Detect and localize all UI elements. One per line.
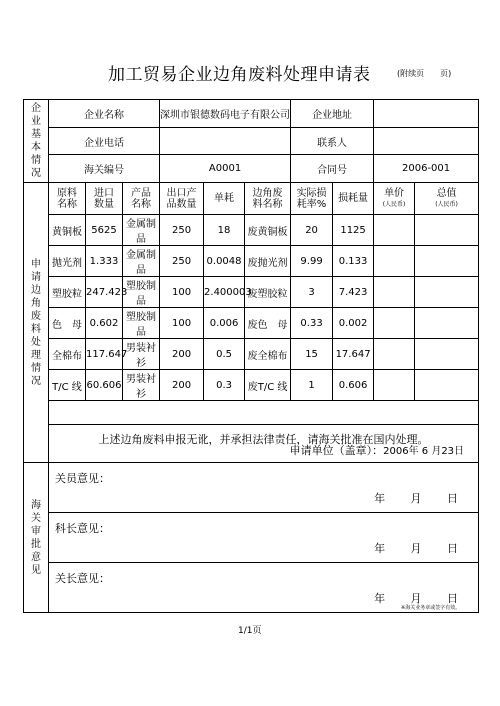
cell-material: 色 母 — [49, 308, 86, 339]
cell-unit: 0.3 — [204, 370, 245, 401]
cell-rate: 9.99 — [291, 246, 333, 277]
cell-import-qty: 117.647 — [86, 339, 123, 370]
cell-export-qty: 250 — [160, 215, 204, 246]
cell-total — [415, 339, 479, 370]
cell-material: 全棉布 — [49, 339, 86, 370]
cell-export-qty: 100 — [160, 308, 204, 339]
cell-price — [374, 339, 415, 370]
customs-code-value: A0001 — [160, 155, 291, 183]
officer-opinion-label: 关员意见： — [55, 472, 110, 485]
cell-total — [415, 308, 479, 339]
cell-unit: 2.400003 — [204, 277, 245, 308]
cell-scrap: 废色 母 — [245, 308, 291, 339]
cell-product: 塑胶制品 — [123, 308, 160, 339]
company-address-value — [374, 100, 479, 128]
cell-loss: 0.606 — [333, 370, 374, 401]
application-form — [23, 99, 479, 613]
header-scrap-name: 边角废 料名称 — [245, 183, 291, 215]
cell-price — [374, 370, 415, 401]
cell-loss: 1125 — [333, 215, 374, 246]
company-name-value: 深圳市银德数码电子有限公司 — [160, 100, 291, 128]
cell-price — [374, 308, 415, 339]
header-export-qty: 出口产 品数量 — [160, 183, 204, 215]
contract-value: 2006-001 — [374, 155, 479, 183]
cell-material: 塑胶粒 — [49, 277, 86, 308]
title-note: (附续页 页) — [397, 69, 452, 78]
contract-label: 合同号 — [291, 155, 374, 183]
cell-rate: 3 — [291, 277, 333, 308]
cell-scrap: 废抛光剂 — [245, 246, 291, 277]
cell-import-qty: 0.602 — [86, 308, 123, 339]
cell-material: T/C 线 — [49, 370, 86, 401]
cell-unit: 18 — [204, 215, 245, 246]
statement-cell — [49, 425, 479, 463]
cell-scrap: 废黄铜板 — [245, 215, 291, 246]
cell-unit: 0.006 — [204, 308, 245, 339]
header-total-value: 总值 (人民币) — [415, 183, 479, 215]
cell-total — [415, 277, 479, 308]
page-number: 1/1页 — [238, 626, 262, 636]
header-unit-consumption: 单耗 — [204, 183, 245, 215]
table-row — [24, 277, 479, 308]
empty-table-row — [49, 401, 479, 425]
cell-rate: 1 — [291, 370, 333, 401]
chief-opinion — [49, 513, 479, 563]
cell-price — [374, 246, 415, 277]
cell-price — [374, 215, 415, 246]
cell-scrap: 废全棉布 — [245, 339, 291, 370]
table-row — [24, 370, 479, 401]
header-unit-price: 单价 (人民币) — [374, 183, 415, 215]
application-section-label: 申 请 边 角 废 料 处 理 情 况 — [24, 183, 49, 463]
company-address-label: 企业地址 — [291, 100, 374, 128]
cell-rate: 0.33 — [291, 308, 333, 339]
cell-price — [374, 277, 415, 308]
customs-code-label: 海关编号 — [49, 155, 160, 183]
cell-export-qty: 200 — [160, 370, 204, 401]
cell-rate: 20 — [291, 215, 333, 246]
officer-opinion-date: 年 月 日 — [374, 492, 459, 505]
cell-rate: 15 — [291, 339, 333, 370]
cell-total — [415, 246, 479, 277]
customs-section-label: 海 关 审 批 意 见 — [24, 463, 49, 613]
chief-opinion-label: 科长意见： — [55, 522, 110, 535]
contact-value — [374, 128, 479, 155]
table-row — [24, 215, 479, 246]
table-row — [24, 246, 479, 277]
applicant-label: 申请单位（盖章）： — [289, 444, 384, 457]
declaration-statement: 上述边角废料申报无讹，并承担法律责任，请海关批准在国内处理。 — [98, 433, 429, 446]
cell-total — [415, 215, 479, 246]
cell-loss: 0.133 — [333, 246, 374, 277]
cell-import-qty: 1.333 — [86, 246, 123, 277]
header-material-name: 原料 名称 — [49, 183, 86, 215]
table-row — [24, 339, 479, 370]
company-section-label: 企 业 基 本 情 况 — [24, 100, 49, 183]
director-opinion-label: 关长意见： — [55, 572, 110, 585]
cell-loss: 0.002 — [333, 308, 374, 339]
cell-loss: 17.647 — [333, 339, 374, 370]
header-actual-rate: 实际损 耗率% — [291, 183, 333, 215]
cell-product: 塑胶制品 — [123, 277, 160, 308]
cell-product: 男装衬衫 — [123, 370, 160, 401]
cell-unit: 0.5 — [204, 339, 245, 370]
cell-scrap: 废塑胶粒 — [245, 277, 291, 308]
company-phone-value — [160, 128, 291, 155]
officer-opinion — [49, 463, 479, 513]
footnote: ※海关业务章或签字有效。 — [401, 605, 461, 611]
cell-scrap: 废T/C 线 — [245, 370, 291, 401]
cell-material: 黄铜板 — [49, 215, 86, 246]
cell-material: 抛光剂 — [49, 246, 86, 277]
header-product-name: 产品 名称 — [123, 183, 160, 215]
company-phone-label: 企业电话 — [49, 128, 160, 155]
applicant-date: 2006年 6 月23日 — [383, 446, 465, 457]
cell-export-qty: 200 — [160, 339, 204, 370]
header-import-qty: 进口 数量 — [86, 183, 123, 215]
cell-product: 男装衬衫 — [123, 339, 160, 370]
cell-import-qty: 5625 — [86, 215, 123, 246]
cell-export-qty: 250 — [160, 246, 204, 277]
table-row — [24, 308, 479, 339]
cell-loss: 7.423 — [333, 277, 374, 308]
form-title: 加工贸易企业边角废料处理申请表 — [108, 65, 371, 85]
cell-import-qty: 60.606 — [86, 370, 123, 401]
contact-label: 联系人 — [291, 128, 374, 155]
director-opinion-date: 年 月 日 — [374, 592, 459, 605]
cell-unit: 0.0048 — [204, 246, 245, 277]
cell-product: 金属制品 — [123, 215, 160, 246]
cell-import-qty: 247.423 — [86, 277, 123, 308]
cell-export-qty: 100 — [160, 277, 204, 308]
header-loss-qty: 损耗量 — [333, 183, 374, 215]
applicant-signature — [290, 442, 464, 458]
company-name-label: 企业名称 — [49, 100, 160, 128]
chief-opinion-date: 年 月 日 — [374, 542, 459, 555]
cell-total — [415, 370, 479, 401]
cell-product: 金属制品 — [123, 246, 160, 277]
